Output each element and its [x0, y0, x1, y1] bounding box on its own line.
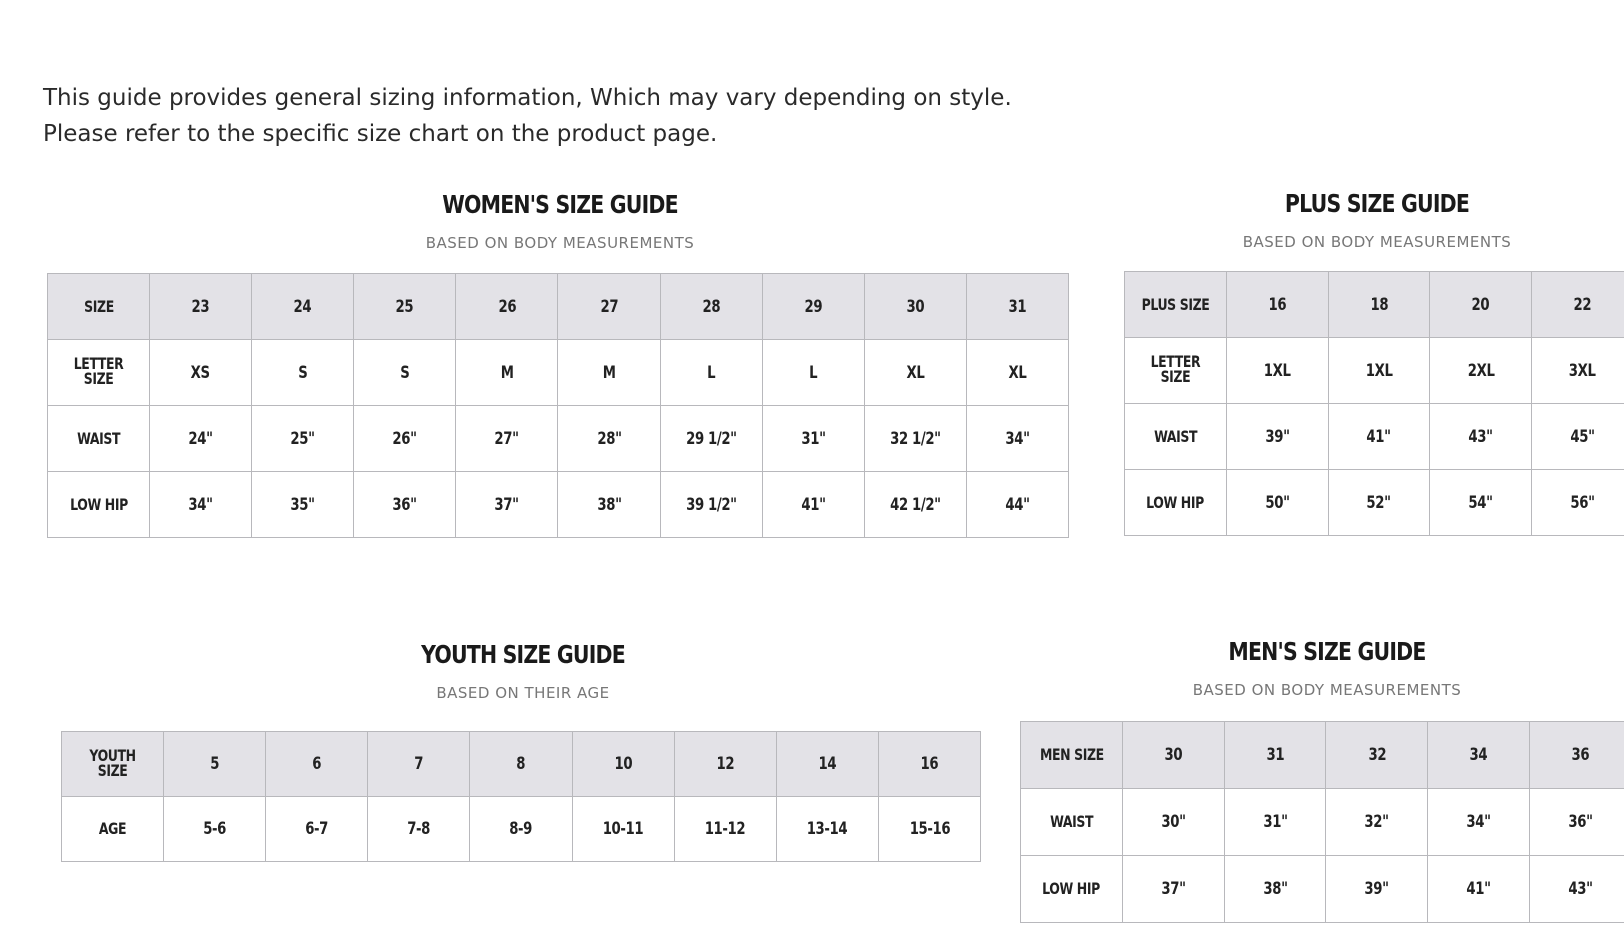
cell-text: 5	[210, 754, 220, 774]
plus-size-table	[1124, 271, 1624, 536]
plus-row-label	[1125, 470, 1227, 536]
cell-text: 24"	[188, 428, 213, 449]
womens-table-cell	[456, 274, 558, 340]
plus-table-cell	[1532, 470, 1624, 536]
mens-guide-title: MEN'S SIZE GUIDE	[1228, 637, 1426, 666]
mens-table-row	[1021, 722, 1624, 789]
cell-text: LOW HIP	[1146, 492, 1205, 512]
youth-table-cell	[164, 797, 266, 862]
mens-table-cell	[1428, 789, 1530, 856]
plus-table-cell	[1328, 470, 1430, 536]
mens-table-cell	[1122, 722, 1224, 789]
womens-table-cell	[660, 274, 762, 340]
cell-text: 3XL	[1569, 360, 1596, 381]
cell-text: 14	[818, 754, 837, 774]
mens-table-cell	[1428, 856, 1530, 923]
womens-table-cell	[762, 406, 864, 472]
plus-table-cell	[1328, 272, 1430, 338]
cell-text: 27"	[494, 428, 520, 449]
plus-table-cell	[1328, 338, 1430, 404]
youth-table-cell	[266, 732, 368, 797]
mens-table-cell	[1224, 722, 1326, 789]
cell-text: 34"	[1005, 428, 1030, 449]
womens-size-table	[47, 273, 1069, 538]
youth-table-cell	[776, 732, 878, 797]
plus-table-cell	[1226, 338, 1328, 404]
mens-table-cell	[1122, 789, 1224, 856]
cell-text: 34"	[1466, 812, 1491, 832]
youth-guide-title: YOUTH SIZE GUIDE	[421, 640, 625, 669]
cell-text: 42 1/2"	[890, 494, 941, 515]
womens-table-cell	[354, 274, 456, 340]
plus-table-cell	[1532, 272, 1624, 338]
plus-table-cell	[1226, 470, 1328, 536]
youth-table-cell	[164, 732, 266, 797]
cell-text: YOUTH SIZE	[89, 745, 136, 780]
cell-text: 15-16	[909, 819, 950, 839]
cell-text: 45"	[1570, 426, 1595, 447]
cell-text: PLUS SIZE	[1141, 294, 1210, 314]
youth-table-cell	[368, 797, 470, 862]
cell-text: 16	[920, 754, 939, 774]
cell-text: WAIST	[77, 428, 121, 448]
cell-text: 7-8	[407, 819, 431, 839]
womens-table-cell	[864, 274, 966, 340]
womens-table-cell	[354, 340, 456, 406]
cell-text: S	[298, 362, 308, 383]
womens-table-cell	[456, 340, 558, 406]
cell-text: 35"	[290, 494, 315, 515]
youth-guide-subtitle: BASED ON THEIR AGE	[436, 684, 610, 702]
cell-text: M	[602, 362, 616, 383]
cell-text: MEN SIZE	[1039, 745, 1104, 764]
cell-text: 23	[191, 296, 210, 317]
mens-guide-subtitle: BASED ON BODY MEASUREMENTS	[1192, 681, 1462, 699]
cell-text: 37"	[494, 494, 520, 515]
plus-table-cell	[1430, 404, 1532, 470]
cell-text: XL	[1008, 362, 1027, 383]
cell-text: LOW HIP	[69, 494, 128, 514]
womens-table-cell	[966, 274, 1068, 340]
cell-text: 36	[1571, 745, 1590, 765]
cell-text: 30"	[1161, 812, 1186, 832]
plus-table-row	[1125, 404, 1624, 470]
cell-text: 41"	[1466, 879, 1491, 899]
cell-text: 32 1/2"	[890, 428, 941, 449]
cell-text: 30	[1164, 745, 1183, 765]
cell-text: 11-12	[704, 819, 746, 839]
youth-table-cell	[674, 797, 776, 862]
cell-text: 29 1/2"	[685, 428, 737, 449]
cell-text: 26	[498, 296, 516, 317]
cell-text: 8-9	[509, 819, 533, 839]
cell-text: 20	[1471, 294, 1490, 315]
womens-table-cell	[252, 472, 354, 538]
womens-table-cell	[660, 406, 762, 472]
womens-table-cell	[558, 274, 660, 340]
cell-text: 6	[312, 754, 322, 774]
womens-table-cell	[966, 472, 1068, 538]
plus-table-cell	[1430, 470, 1532, 536]
plus-table-cell	[1532, 338, 1624, 404]
cell-text: 28"	[596, 428, 622, 449]
cell-text: 25	[395, 296, 414, 317]
womens-table-cell	[150, 340, 252, 406]
plus-guide-subtitle: BASED ON BODY MEASUREMENTS	[1242, 233, 1512, 251]
cell-text: XS	[191, 362, 211, 383]
womens-table-cell	[558, 406, 660, 472]
mens-row-label	[1021, 856, 1123, 923]
cell-text: LETTER SIZE	[1150, 352, 1201, 386]
intro-line-1: This guide provides general sizing information, Which may vary depending on style.	[43, 85, 1012, 111]
plus-table-row	[1125, 470, 1624, 536]
womens-table-cell	[252, 340, 354, 406]
mens-table-cell	[1224, 789, 1326, 856]
cell-text: 7	[414, 754, 424, 774]
youth-table-row	[62, 732, 981, 797]
mens-table-cell	[1326, 722, 1428, 789]
womens-table-row	[48, 274, 1069, 340]
cell-text: 31"	[801, 428, 826, 449]
cell-text: L	[707, 362, 716, 383]
cell-text: 10	[614, 754, 632, 774]
mens-table-cell	[1428, 722, 1530, 789]
womens-table-cell	[354, 406, 456, 472]
youth-table-cell	[266, 797, 368, 862]
cell-text: 12	[716, 754, 735, 774]
womens-row-label	[48, 340, 150, 406]
cell-text: LOW HIP	[1042, 879, 1101, 898]
cell-text: SIZE	[83, 296, 114, 316]
cell-text: 10-11	[602, 819, 644, 839]
youth-table-cell	[470, 797, 572, 862]
cell-text: 26"	[392, 428, 417, 449]
cell-text: 44"	[1005, 494, 1030, 515]
plus-table-cell	[1226, 272, 1328, 338]
cell-text: 52"	[1366, 492, 1392, 513]
cell-text: 2XL	[1467, 360, 1495, 381]
cell-text: AGE	[98, 819, 127, 838]
womens-table-cell	[660, 340, 762, 406]
intro-line-2: Please refer to the specific size chart on the product page.	[43, 121, 718, 147]
plus-guide-title: PLUS SIZE GUIDE	[1284, 189, 1470, 218]
womens-table-cell	[150, 406, 252, 472]
womens-table-cell	[150, 274, 252, 340]
cell-text: 36"	[1568, 812, 1593, 832]
cell-text: 41"	[1366, 426, 1392, 447]
womens-guide-subtitle: BASED ON BODY MEASUREMENTS	[425, 234, 695, 252]
womens-table-cell	[864, 340, 966, 406]
cell-text: 37"	[1161, 879, 1186, 899]
mens-table-cell	[1530, 789, 1624, 856]
cell-text: 31	[1266, 745, 1284, 765]
womens-table-cell	[252, 406, 354, 472]
womens-table-row	[48, 406, 1069, 472]
mens-table-cell	[1530, 722, 1624, 789]
mens-table-cell	[1326, 856, 1428, 923]
cell-text: 27	[600, 296, 618, 317]
womens-table-cell	[456, 472, 558, 538]
womens-table-cell	[762, 340, 864, 406]
cell-text: 39"	[1364, 879, 1389, 899]
plus-table-row	[1125, 272, 1624, 338]
cell-text: 50"	[1265, 492, 1290, 513]
plus-table-cell	[1328, 404, 1430, 470]
cell-text: 54"	[1468, 492, 1493, 513]
cell-text: 41"	[801, 494, 826, 515]
womens-table-cell	[150, 472, 252, 538]
plus-row-label	[1125, 338, 1227, 404]
plus-table-row	[1125, 338, 1624, 404]
womens-table-cell	[456, 406, 558, 472]
mens-table-cell	[1326, 789, 1428, 856]
plus-table-cell	[1226, 404, 1328, 470]
cell-text: WAIST	[1153, 426, 1197, 446]
cell-text: 13-14	[807, 819, 848, 839]
cell-text: 31"	[1262, 812, 1288, 832]
womens-table-cell	[558, 340, 660, 406]
cell-text: 31	[1008, 296, 1027, 317]
cell-text: 39 1/2"	[685, 494, 737, 515]
youth-size-table	[61, 731, 981, 862]
womens-table-cell	[354, 472, 456, 538]
cell-text: 25"	[290, 428, 315, 449]
cell-text: M	[500, 362, 514, 383]
cell-text: 34"	[188, 494, 213, 515]
cell-text: 16	[1268, 294, 1287, 315]
plus-row-label	[1125, 272, 1227, 338]
cell-text: 43"	[1468, 426, 1493, 447]
cell-text: 43"	[1568, 879, 1593, 899]
womens-table-row	[48, 472, 1069, 538]
cell-text: 56"	[1570, 492, 1595, 513]
cell-text: L	[809, 362, 818, 383]
cell-text: 39"	[1265, 426, 1290, 447]
cell-text: XL	[906, 362, 925, 383]
womens-table-cell	[966, 340, 1068, 406]
cell-text: 34	[1469, 745, 1488, 765]
plus-table-cell	[1430, 338, 1532, 404]
womens-table-cell	[558, 472, 660, 538]
womens-table-row	[48, 340, 1069, 406]
cell-text: 32	[1368, 745, 1386, 765]
cell-text: 36"	[392, 494, 417, 515]
womens-table-cell	[660, 472, 762, 538]
youth-row-label	[62, 732, 164, 797]
mens-table-row	[1021, 789, 1624, 856]
cell-text: 6-7	[305, 819, 329, 839]
intro-text	[43, 80, 1012, 152]
cell-text: WAIST	[1049, 812, 1093, 831]
mens-row-label	[1021, 789, 1123, 856]
cell-text: 38"	[596, 494, 622, 515]
cell-text: LETTER SIZE	[73, 354, 124, 388]
youth-table-cell	[572, 732, 674, 797]
womens-table-cell	[762, 274, 864, 340]
plus-row-label	[1125, 404, 1227, 470]
cell-text: 28	[702, 296, 720, 317]
mens-table-row	[1021, 856, 1624, 923]
cell-text: 30	[906, 296, 925, 317]
cell-text: 18	[1370, 294, 1388, 315]
cell-text: 5-6	[203, 819, 227, 839]
youth-table-cell	[878, 732, 980, 797]
womens-guide-title: WOMEN'S SIZE GUIDE	[442, 190, 678, 219]
womens-row-label	[48, 406, 150, 472]
womens-table-cell	[966, 406, 1068, 472]
plus-table-cell	[1430, 272, 1532, 338]
cell-text: 22	[1573, 294, 1592, 315]
cell-text: 32"	[1364, 812, 1389, 832]
cell-text: 38"	[1262, 879, 1288, 899]
mens-row-label	[1021, 722, 1123, 789]
womens-row-label	[48, 274, 150, 340]
cell-text: 1XL	[1263, 360, 1291, 381]
mens-table-cell	[1224, 856, 1326, 923]
cell-text: 29	[804, 296, 823, 317]
youth-table-cell	[674, 732, 776, 797]
youth-table-cell	[368, 732, 470, 797]
womens-table-cell	[762, 472, 864, 538]
youth-table-row	[62, 797, 981, 862]
mens-table-cell	[1122, 856, 1224, 923]
mens-size-table	[1020, 721, 1624, 923]
youth-row-label	[62, 797, 164, 862]
youth-table-cell	[776, 797, 878, 862]
plus-table-cell	[1532, 404, 1624, 470]
womens-table-cell	[864, 472, 966, 538]
womens-row-label	[48, 472, 150, 538]
youth-table-cell	[470, 732, 572, 797]
youth-table-cell	[572, 797, 674, 862]
womens-table-cell	[864, 406, 966, 472]
cell-text: 1XL	[1365, 360, 1393, 381]
mens-table-cell	[1530, 856, 1624, 923]
youth-table-cell	[878, 797, 980, 862]
cell-text: 8	[516, 754, 526, 774]
cell-text: 24	[293, 296, 312, 317]
womens-table-cell	[252, 274, 354, 340]
cell-text: S	[400, 362, 410, 383]
